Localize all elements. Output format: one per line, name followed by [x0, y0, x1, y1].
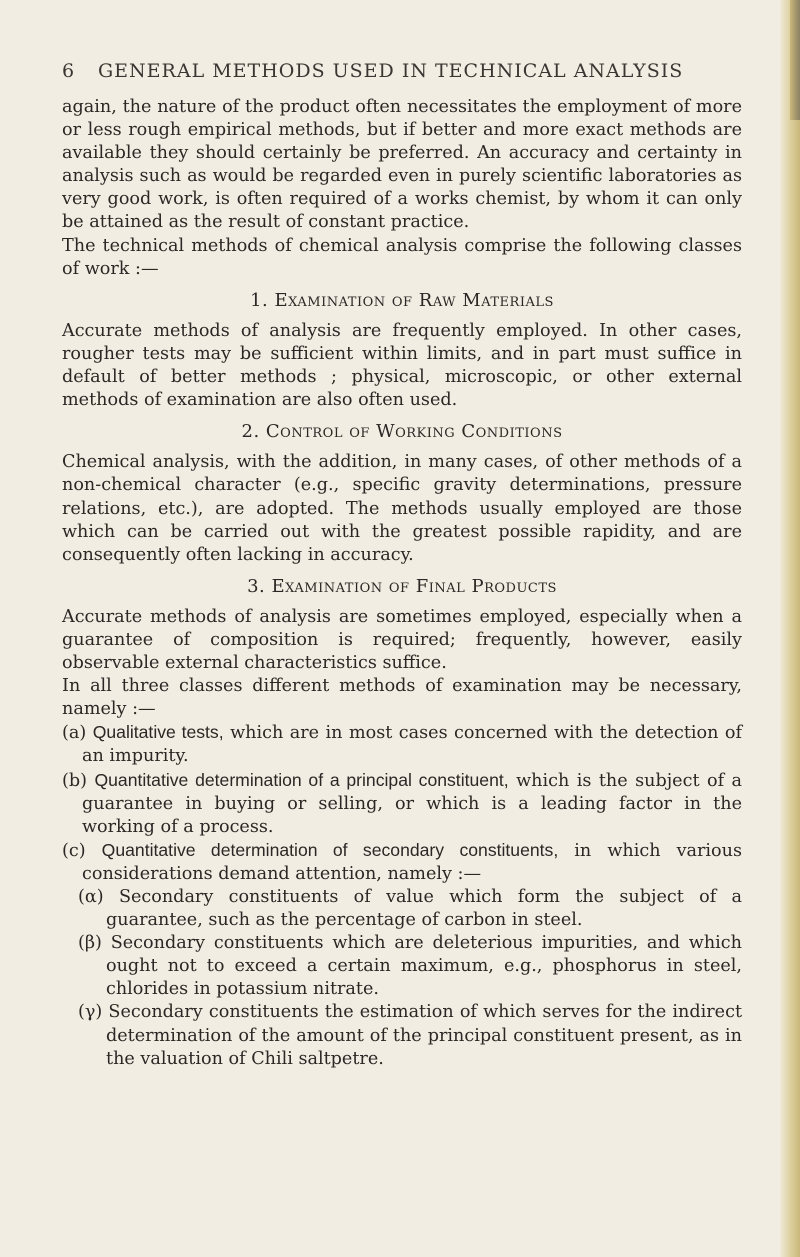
paragraph-6: In all three classes different methods of examination may be necessary, namely :—	[62, 676, 742, 720]
list-marker: (c)	[62, 840, 86, 861]
list-marker: (b)	[62, 770, 87, 791]
sublist-text: Secondary constituents of value which form the subject of a guarantee, such as the percentage of carbon in steel.	[106, 887, 743, 931]
sublist-marker: (α)	[78, 887, 104, 907]
running-head	[62, 60, 742, 82]
sublist-text: Secondary constituents which are deleterious impurities, and which ought not to exceed a certain maximum, e.g., phosphorus in steel, chlorides in potassium nitrate.	[106, 933, 742, 1000]
paragraph-2: The technical methods of chemical analysis comprise the following classes of work :—	[62, 235, 742, 279]
sublist-marker: (γ)	[78, 1002, 103, 1023]
list-term: Quantitative determination of secondary constituents,	[101, 839, 559, 860]
paragraph-1: again, the nature of the product often necessitates the employment of more or less rough empirical methods, but if better and more exact methods are available they should certainly be preferred. An accuracy and certainty in analysis such as would be regarded even in purely scientific laboratories as very good work, is often required of a works chemist, by whom it can only be attained as the result of constant practice.	[62, 97, 742, 233]
list-text: in which various considerations demand attention, namely :—	[82, 840, 743, 884]
page-edge	[780, 0, 800, 1257]
paragraph-4: Chemical analysis, with the addition, in many cases, of other methods of a non-chemical character (e.g., specific gravity determinations, pressure relations, etc.), are adopted. The methods usually employed are those which can be carried out with the greatest possible rapidity, and are consequently often lacking in accuracy.	[62, 452, 742, 565]
sublist-item-beta	[62, 932, 742, 1001]
paragraph-5: Accurate methods of analysis are sometimes employed, especially when a guarantee of composition is required; frequently, however, easily observable external characteristics suffice.	[62, 606, 742, 674]
sublist-item-gamma	[62, 1001, 742, 1070]
section-heading-3: 3. Examination of Final Products	[247, 575, 557, 597]
list-marker: (a)	[62, 723, 87, 744]
list-item-b	[62, 769, 742, 839]
list-item-a	[62, 721, 742, 768]
sublist-text: Secondary constituents the estimation of which serves for the indirect determination of the amount of the principal constituent present, as in the valuation of Chili saltpetre.	[106, 1002, 743, 1069]
list-term: Qualitative tests,	[92, 722, 224, 743]
list-text: which are in most cases concerned with the detection of an impurity.	[82, 723, 743, 767]
list-text: which is the subject of a guarantee in buying or selling, or which is a leading factor in the working of a process.	[82, 770, 743, 837]
paragraph-3: Accurate methods of analysis are frequently employed. In other cases, rougher tests may be sufficient within limits, and in part must suffice in default of better methods ; physical, microscopic, or other external methods of examination are also often used.	[62, 320, 742, 411]
section-heading-2: 2. Control of Working Conditions	[241, 421, 563, 443]
sublist-item-alpha	[62, 886, 742, 932]
page-number: 6	[62, 60, 76, 82]
list-item-c	[62, 839, 742, 886]
list-term: Quantitative determination of a principal constituent,	[94, 769, 509, 790]
page-body	[62, 96, 742, 1071]
page-edge-shadow	[790, 0, 800, 120]
running-title: GENERAL METHODS USED IN TECHNICAL ANALYSIS	[98, 60, 684, 82]
sublist-marker: (β)	[78, 933, 102, 954]
section-heading-1: 1. Examination of Raw Materials	[250, 289, 554, 311]
